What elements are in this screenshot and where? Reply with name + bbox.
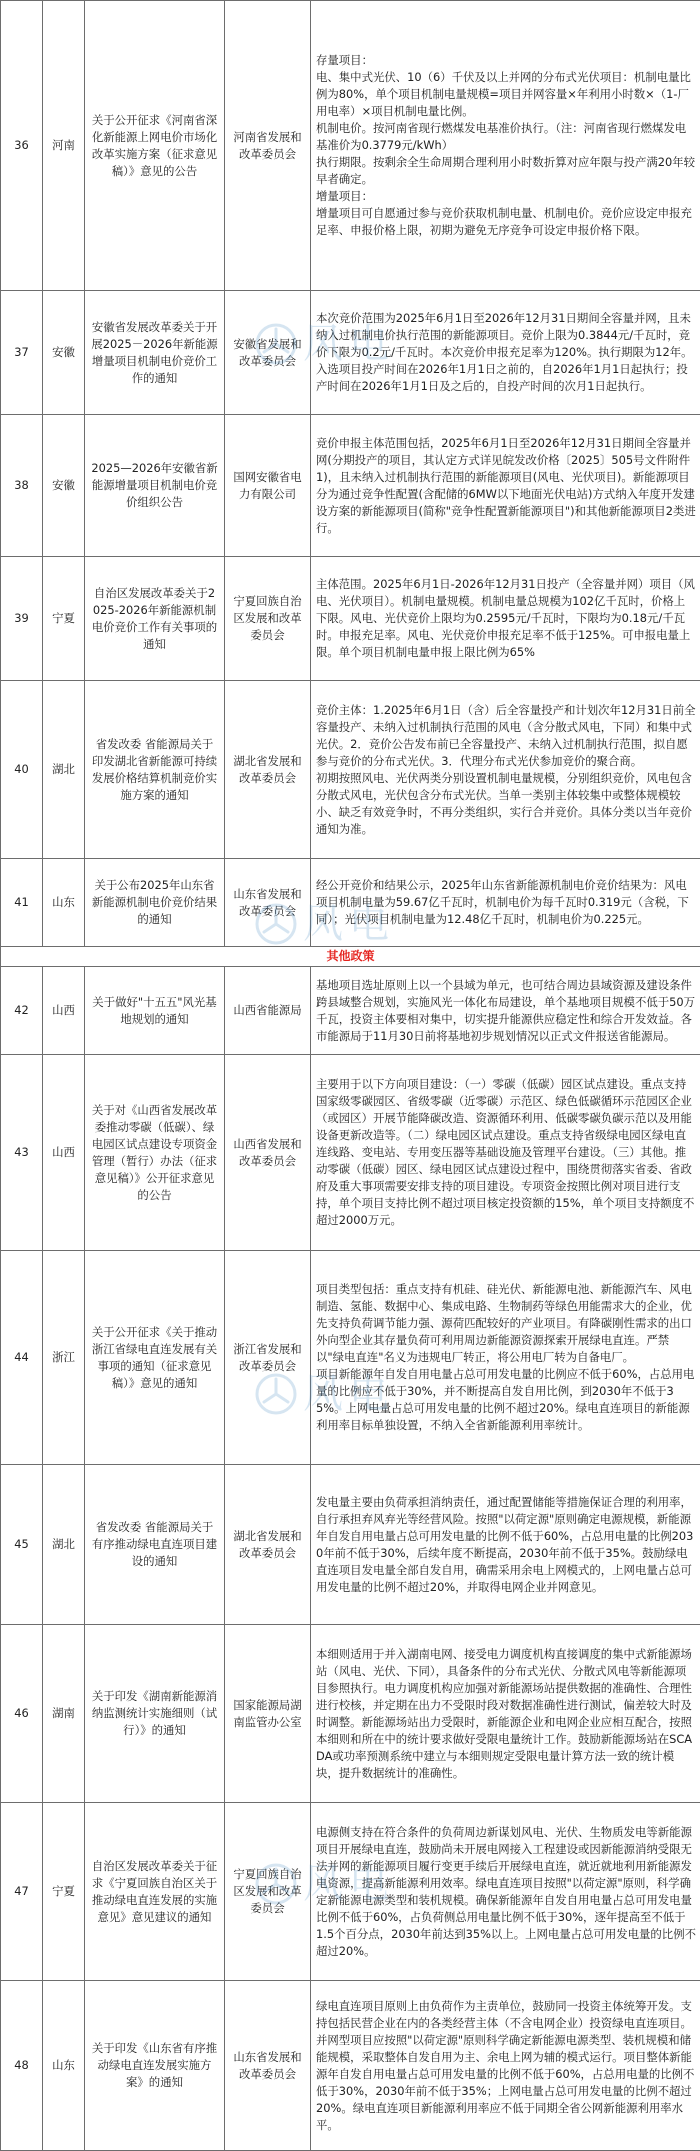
table-row xyxy=(1,1055,700,1251)
content-paragraph: 增量项目可自愿通过参与竞价获取机制电量、机制电价。竞价应设定申报充足率、申报价格上限，初期为避免无序竞争可设定申报价格下限。 xyxy=(316,205,696,239)
province-cell: 山西 xyxy=(43,1055,85,1251)
content-paragraph: 存量项目： xyxy=(316,52,696,69)
content-paragraph: 增量项目： xyxy=(316,188,696,205)
issuing-agency: 国网安徽省电力有限公司 xyxy=(225,415,311,557)
province-cell: 山东 xyxy=(43,859,85,947)
watermark-text: 风电 xyxy=(303,1369,395,1419)
watermark-text: 风电 xyxy=(303,319,395,369)
table-row xyxy=(1,967,700,1055)
row-number: 44 xyxy=(1,1251,43,1465)
issuing-agency: 湖北省发展和改革委员会 xyxy=(225,1465,311,1625)
content-paragraph: 电、集中式光伏、10（6）千伏及以上并网的分布式光伏项目：机制电量比例为80%，单个项目机制电量规模=项目并网容量×年利用小时数×（1-厂用电率）×项目机制电量比例。 xyxy=(316,69,696,120)
issuing-agency: 浙江省发展和改革委员会 xyxy=(225,1251,311,1465)
content-paragraph: 绿电直连项目原则上由负荷作为主责单位，鼓励同一投资主体统筹开发。支持包括民营企业在内的各类经营主体（不含电网企业）投资绿电直连项目。并网型项目应按照"以荷定源"原则科学确定新能源电源类型、装机规模和储能规模，采取整体自发自用为主、余电上网为辅的模式运行。项目整体新能源年自发自用电量占总可用发电量的比例不低于60%，占总用电量的比例不低于30%，2030年前不低于35%；上网电量占总可用发电量的比例不超过20%。绿电直连项目新能源利用率应不低于同期全省公网新能源利用率水平。 xyxy=(316,1998,696,2134)
policy-content xyxy=(311,967,700,1055)
policy-content xyxy=(311,1803,700,1981)
row-number: 39 xyxy=(1,557,43,681)
issuing-agency: 湖北省发展和改革委员会 xyxy=(225,681,311,859)
row-number: 42 xyxy=(1,967,43,1055)
content-paragraph: 竞价主体：1.2025年6月1日（含）后全容量投产和计划次年12月31日前全容量投产、未纳入过机制执行范围的风电（含分散式风电，下同）和集中式光伏。2．竞价公告发布前已全容量投产、未纳入过机制执行范围，拟自愿参与竞价的分布式光伏。3．代理分布式光伏参加竞价的聚合商。 xyxy=(316,702,696,770)
policy-title: 自治区发展改革委关于征求《宁夏回族自治区关于推动绿电直连发展的实施意见》意见建议的通知 xyxy=(85,1803,225,1981)
issuing-agency: 山西省能源局 xyxy=(225,967,311,1055)
province-cell: 湖北 xyxy=(43,1465,85,1625)
policy-content xyxy=(311,291,700,415)
row-number: 36 xyxy=(1,1,43,291)
policy-title: 关于公开征求《河南省深化新能源上网电价市场化改革实施方案（征求意见稿）》意见的公告 xyxy=(85,1,225,291)
table-row xyxy=(1,1251,700,1465)
content-paragraph: 项目新能源年自发自用电量占总可用发电量的比例应不低于60%，占总用电量的比例应不低于30%，并不断提高自发自用比例，到2030年不低于35%。上网电量占总可用发电量的比例不超过20%。绿电直连项目的新能源利用率目标单独设置，不纳入全省新能源利用率统计。 xyxy=(316,1366,696,1434)
province-cell: 湖南 xyxy=(43,1625,85,1803)
policy-content xyxy=(311,1055,700,1251)
province-cell: 浙江 xyxy=(43,1251,85,1465)
policy-title: 安徽省发展改革委关于开展2025－2026年新能源增量项目机制电价竞价工作的通知 xyxy=(85,291,225,415)
policy-title: 关于对《山西省发展改革委推动零碳（低碳）、绿电园区试点建设专项资金管理（暂行）办法（征求意见稿）》公开征求意见的公告 xyxy=(85,1055,225,1251)
policy-title: 省发改委 省能源局关于印发湖北省新能源可持续发展价格结算机制竞价实施方案的通知 xyxy=(85,681,225,859)
content-paragraph: 主体范围。2025年6月1日-2026年12月31日投产（全容量并网）项目（风电、光伏项目）。机制电量规模。机制电量总规模为102亿千瓦时，价格上下限。风电、光伏竞价上限均为0.2595元/千瓦时，下限均为0.18元/千瓦时。申报充足率。风电、光伏竞价申报充足率不低于125%。可申报电量上限。单个项目机制电量申报上限比例为65% xyxy=(316,576,696,661)
province-cell: 安徽 xyxy=(43,291,85,415)
issuing-agency: 安徽省发展和改革委员会 xyxy=(225,291,311,415)
issuing-agency: 山东省发展和改革委员会 xyxy=(225,1981,311,2151)
issuing-agency: 河南省发展和改革委员会 xyxy=(225,1,311,291)
table-row xyxy=(1,681,700,859)
table-row xyxy=(1,291,700,415)
section-header-row xyxy=(1,947,700,967)
table-row xyxy=(1,1625,700,1803)
content-paragraph: 竞价申报主体范围包括，2025年6月1日至2026年12月31日期间全容量并网(分期投产的项目，其认定方式详见皖发改价格〔2025〕505号文件附件1)，且未纳入过机制执行范围的新能源项目(风电、光伏项目)。新能源项目分为通过竞争性配置(含配储的6MW以下地面光伏电站)方式纳入年度开发建设方案的新能源项目(简称"竞争性配置新能源项目")和其他新能源项目2类进行。 xyxy=(316,435,696,537)
policy-content xyxy=(311,1251,700,1465)
table-row xyxy=(1,415,700,557)
content-paragraph: 电源侧支持在符合条件的负荷周边新谋划风电、光伏、生物质发电等新能源项目开展绿电直连，鼓励尚未开展电网接入工程建设或因新能源消纳受限无法并网的新能源项目履行变更手续后开展绿电直连，就近就地利用新能源发电资源，提高新能源利用效率。绿电直连项目按照"以荷定源"原则，科学确定新能源电源类型和装机规模。确保新能源年自发自用电量占总可用发电量比例不低于60%，占负荷侧总用电量比例不低于30%，逐年提高至不低于1.5个百分点，2030年前达到35%以上。上网电量占总可用发电量的比例不超过20%。 xyxy=(316,1824,696,1960)
policy-content xyxy=(311,1465,700,1625)
row-number: 47 xyxy=(1,1803,43,1981)
row-number: 40 xyxy=(1,681,43,859)
issuing-agency: 山西省发展和改革委员会 xyxy=(225,1055,311,1251)
watermark-text: 风电 xyxy=(303,899,395,949)
issuing-agency: 宁夏回族自治区发展和改革委员会 xyxy=(225,557,311,681)
table-row xyxy=(1,557,700,681)
policy-content xyxy=(311,415,700,557)
policy-title: 自治区发展改革委关于2025-2026年新能源机制电价竞价工作有关事项的通知 xyxy=(85,557,225,681)
policy-content xyxy=(311,1,700,291)
watermark-text: 风电 xyxy=(303,1859,395,1909)
row-number: 37 xyxy=(1,291,43,415)
policy-content xyxy=(311,1981,700,2151)
issuing-agency: 宁夏回族自治区发展和改革委员会 xyxy=(225,1803,311,1981)
policy-title: 关于公开征求《关于推动浙江省绿电直连发展有关事项的通知（征求意见稿）》意见的通知 xyxy=(85,1251,225,1465)
province-cell: 湖北 xyxy=(43,681,85,859)
province-cell: 河南 xyxy=(43,1,85,291)
policy-title: 省发改委 省能源局关于有序推动绿电直连项目建设的通知 xyxy=(85,1465,225,1625)
content-paragraph: 发电量主要由负荷承担消纳责任，通过配置储能等措施保证合理的利用率，自行承担弃风弃光等经营风险。按照"以荷定源"原则确定电源规模，新能源年自发自用电量占总可用发电量的比例不低于60%，占总用电量的比例2030年前不低于30%，后续年度不断提高，2030年前不低于35%。鼓励绿电直连项目发电量全部自发自用，确需采用余电上网模式的，上网电量占总可用发电量的比例不超过20%，并取得电网企业并网意见。 xyxy=(316,1494,696,1596)
row-number: 46 xyxy=(1,1625,43,1803)
province-cell: 宁夏 xyxy=(43,557,85,681)
content-paragraph: 项目类型包括：重点支持有机硅、硅光伏、新能源电池、新能源汽车、风电制造、氢能、数据中心、集成电路、生物制药等绿色用能需求大的企业，优先支持负荷调节能力强、源荷匹配较好的产业项目。有降碳刚性需求的出口外向型企业其存量负荷可利用周边新能源资源探索开展绿电直连。严禁以"绿电直连"名义为违规电厂转正，将公用电厂转为自备电厂。 xyxy=(316,1281,696,1366)
policy-title: 关于印发《山东省有序推动绿电直连发展实施方案》的通知 xyxy=(85,1981,225,2151)
issuing-agency: 山东省发展和改革委员会 xyxy=(225,859,311,947)
row-number: 41 xyxy=(1,859,43,947)
table-row xyxy=(1,1981,700,2151)
policy-content xyxy=(311,1625,700,1803)
content-paragraph: 初期按照风电、光伏两类分别设置机制电量规模，分别组织竞价，风电包含分散式风电，光伏包含分布式光伏。当单一类别主体较集中或整体规模较小、缺乏有效竞争时，不再分类组织，实行合并竞价。具体分类以当年竞价通知为准。 xyxy=(316,770,696,838)
province-cell: 安徽 xyxy=(43,415,85,557)
policy-title: 关于做好"十五五"风光基地规划的通知 xyxy=(85,967,225,1055)
content-paragraph: 本次竞价范围为2025年6月1日至2026年12月31日期间全容量并网，且未纳入过机制电价执行范围的新能源项目。竞价上限为0.3844元/千瓦时，竞价下限为0.2元/千瓦时。本次竞价申报充足率为120%。执行期限为12年。入选项目投产时间在2026年1月1日之前的，自2026年1月1日起执行；投产时间在2026年1月1日及之后的，自投产时间的次月1日起执行。 xyxy=(316,310,696,395)
content-paragraph: 机制电价。按河南省现行燃煤发电基准价执行。（注：河南省现行燃煤发电基准价为0.3779元/kWh） xyxy=(316,120,696,154)
province-cell: 山西 xyxy=(43,967,85,1055)
row-number: 38 xyxy=(1,415,43,557)
row-number: 45 xyxy=(1,1465,43,1625)
content-paragraph: 执行期限。按剩余全生命周期合理利用小时数折算对应年限与投产满20年较早者确定。 xyxy=(316,154,696,188)
province-cell: 山东 xyxy=(43,1981,85,2151)
row-number: 48 xyxy=(1,1981,43,2151)
content-paragraph: 经公开竞价和结果公示，2025年山东省新能源机制电价竞价结果为：风电项目机制电量为59.67亿千瓦时，机制电价为每千瓦时0.319元（含税，下同）；光伏项目机制电量为12.48亿千瓦时，机制电价为0.225元。 xyxy=(316,877,696,928)
province-cell: 宁夏 xyxy=(43,1803,85,1981)
content-paragraph: 主要用于以下方向项目建设：（一）零碳（低碳）园区试点建设。重点支持国家级零碳园区、省级零碳（近零碳）示范区、绿色低碳循环示范园区企业（或园区）开展节能降碳改造、资源循环利用、低碳零碳负碳示范以及用能设备更新改造等。（二）绿电园区试点建设。重点支持省级绿电园区绿电直连线路、变电站、专用变压器等基础设施及管理平台建设。（三）其他。推动零碳（低碳）园区、绿电园区试点建设过程中，围绕贯彻落实省委、省政府及重大事项需要安排支持的项目建设。专项资金按照比例对项目进行支持，单个项目支持比例不超过项目核定投资额的15%，单个项目支持额度不超过2000万元。 xyxy=(316,1076,696,1229)
row-number: 43 xyxy=(1,1055,43,1251)
content-paragraph: 本细则适用于并入湖南电网、接受电力调度机构直接调度的集中式新能源场站（风电、光伏、下同），具备条件的分布式光伏、分散式风电等新能源项目参照执行。电力调度机构应加强对新能源场站提供数据的准确性、合理性进行校核，并定期在出力不受限时段对数据准确性进行测试，偏差较大时及时调整。新能源场站出力受限时，新能源企业和电网企业应相互配合，按照本细则和所在中的统计要求做好受限电量统计工作。鼓励新能源场站在SCADA或功率预测系统中建立与本细则规定受限电量计算方法一致的统计模块，提升数据统计的准确性。 xyxy=(316,1646,696,1782)
issuing-agency: 国家能源局湖南监管办公室 xyxy=(225,1625,311,1803)
section-title: 其他政策 xyxy=(1,947,700,967)
policy-content xyxy=(311,681,700,859)
table-row xyxy=(1,1,700,291)
table-row xyxy=(1,859,700,947)
table-row xyxy=(1,1465,700,1625)
policy-title: 关于公布2025年山东省新能源机制电价竞价结果的通知 xyxy=(85,859,225,947)
policy-title: 2025—2026年安徽省新能源增量项目机制电价竞价组织公告 xyxy=(85,415,225,557)
policy-title: 关于印发《湖南新能源消纳监测统计实施细则（试行）》的通知 xyxy=(85,1625,225,1803)
policy-content xyxy=(311,859,700,947)
table-row xyxy=(1,1803,700,1981)
content-paragraph: 基地项目选址原则上以一个县域为单元，也可结合周边县域资源及建设条件跨县域整合规划，实施风光一体化布局建设，单个基地项目规模不低于50万千瓦，投资主体要相对集中，切实提升能源供应稳定性和综合开发效益。各市能源局于11月30日前将基地初步规划情况以正式文件报送省能源局。 xyxy=(316,977,696,1045)
policy-content xyxy=(311,557,700,681)
